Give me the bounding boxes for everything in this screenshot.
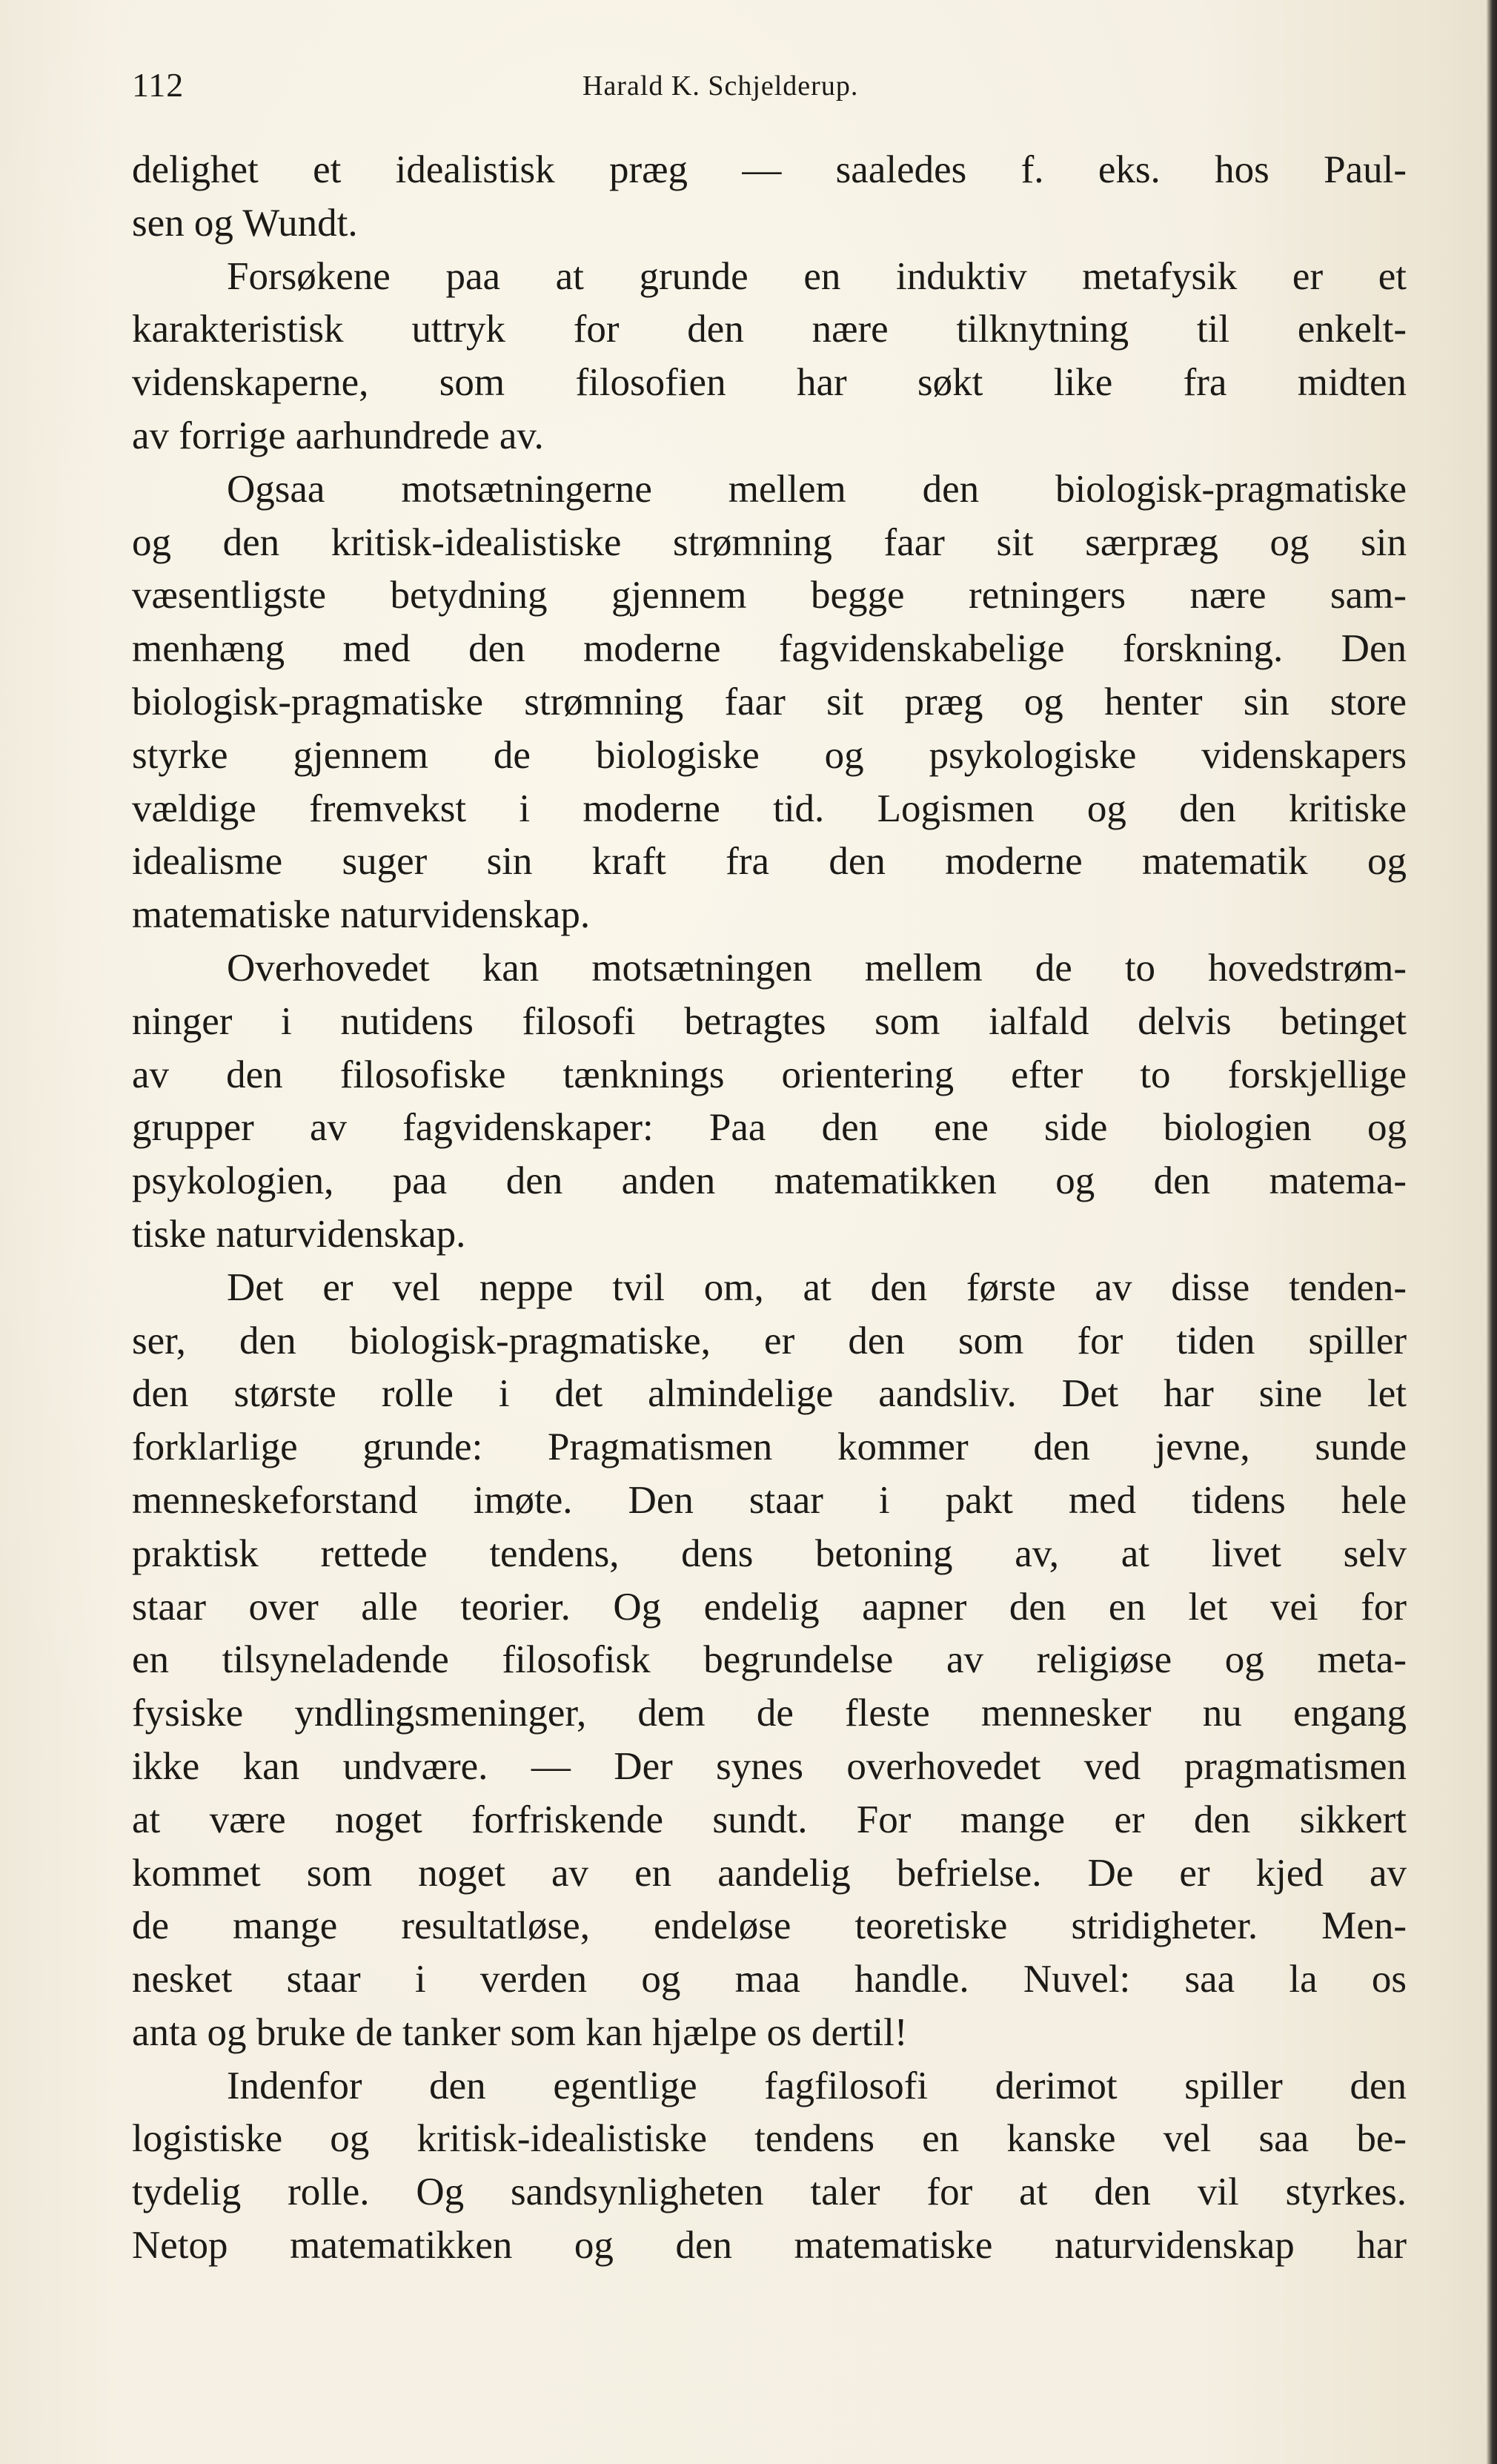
text-line: Overhovedet kan motsætningen mellem de to hovedstrøm-	[227, 946, 1407, 990]
text-line: logistiske og kritisk-idealistiske tendens en kanske vel saa be-	[132, 2117, 1407, 2161]
text-line: sen og Wundt.	[132, 201, 358, 245]
text-line: og den kritisk-idealistiske strømning faar sit særpræg og sin	[132, 520, 1407, 564]
text-line: Det er vel neppe tvil om, at den første av disse tenden-	[227, 1265, 1407, 1309]
text-line: Indenfor den egentlige fagfilosofi derimot spiller den	[227, 2064, 1407, 2107]
text-line: en tilsyneladende filosofisk begrundelse av religiøse og meta-	[132, 1638, 1407, 1682]
running-head: Harald K. Schjelderup.	[582, 70, 859, 102]
text-line: Ogsaa motsætningerne mellem den biologisk-pragmatiske	[227, 467, 1407, 511]
text-line: biologisk-pragmatiske strømning faar sit præg og henter sin store	[132, 680, 1407, 723]
text-line: vældige fremvekst i moderne tid. Logismen og den kritiske	[132, 786, 1407, 830]
text-line: de mange resultatløse, endeløse teoretiske stridigheter. Men-	[132, 1904, 1407, 1948]
text-line: den største rolle i det almindelige aandsliv. Det har sine let	[132, 1372, 1407, 1416]
text-line: forklarlige grunde: Pragmatismen kommer den jevne, sunde	[132, 1425, 1407, 1469]
page-header	[132, 65, 1392, 117]
page-number: 112	[132, 66, 185, 104]
text-line: at være noget forfriskende sundt. For mange er den sikkert	[132, 1798, 1407, 1841]
text-line: karakteristisk uttryk for den nære tilknytning til enkelt-	[132, 308, 1407, 351]
text-line: staar over alle teorier. Og endelig aapner den en let vei for	[132, 1585, 1407, 1629]
text-line: ninger i nutidens filosofi betragtes som ialfald delvis betinget	[132, 999, 1407, 1043]
text-line: idealisme suger sin kraft fra den moderne matematik og	[132, 840, 1407, 884]
text-line: væsentligste betydning gjennem begge retningers nære sam-	[132, 574, 1407, 617]
text-line: menhæng med den moderne fagvidenskabelige forskning. Den	[132, 627, 1407, 671]
text-line: fysiske yndlingsmeninger, dem de fleste mennesker nu engang	[132, 1692, 1407, 1735]
text-line: nesket staar i verden og maa handle. Nuvel: saa la os	[132, 1958, 1407, 2001]
text-line: av den filosofiske tænknings orientering efter to forskjellige	[132, 1053, 1407, 1096]
text-line: psykologien, paa den anden matematikken og den matema-	[132, 1159, 1407, 1203]
text-line: praktisk rettede tendens, dens betoning av, at livet selv	[132, 1531, 1407, 1575]
page-edge-shadow	[1487, 0, 1497, 2464]
body-text	[132, 144, 1421, 2273]
text-line: av forrige aarhundrede av.	[132, 414, 544, 457]
text-line: ikke kan undvære. — Der synes overhovedet ved pragmatismen	[132, 1744, 1407, 1788]
text-line: videnskaperne, som filosofien har søkt like fra midten	[132, 361, 1407, 405]
text-line: matematiske naturvidenskap.	[132, 893, 591, 937]
text-line: Netop matematikken og den matematiske naturvidenskap har	[132, 2224, 1407, 2268]
text-line: styrke gjennem de biologiske og psykologiske videnskapers	[132, 733, 1407, 777]
text-line: Forsøkene paa at grunde en induktiv metafysik er et	[227, 254, 1407, 298]
text-line: menneskeforstand imøte. Den staar i pakt med tidens hele	[132, 1478, 1407, 1522]
text-line: delighet et idealistisk præg — saaledes f. eks. hos Paul-	[132, 148, 1407, 191]
text-line: tiske naturvidenskap.	[132, 1212, 466, 1256]
text-line: kommet som noget av en aandelig befrielse. De er kjed av	[132, 1851, 1407, 1895]
text-line: anta og bruke de tanker som kan hjælpe os dertil!	[132, 2010, 908, 2054]
text-line: ser, den biologisk-pragmatiske, er den som for tiden spiller	[132, 1319, 1407, 1362]
text-line: tydelig rolle. Og sandsynligheten taler for at den vil styrkes.	[132, 2170, 1407, 2214]
text-line: grupper av fagvidenskaper: Paa den ene side biologien og	[132, 1106, 1407, 1150]
